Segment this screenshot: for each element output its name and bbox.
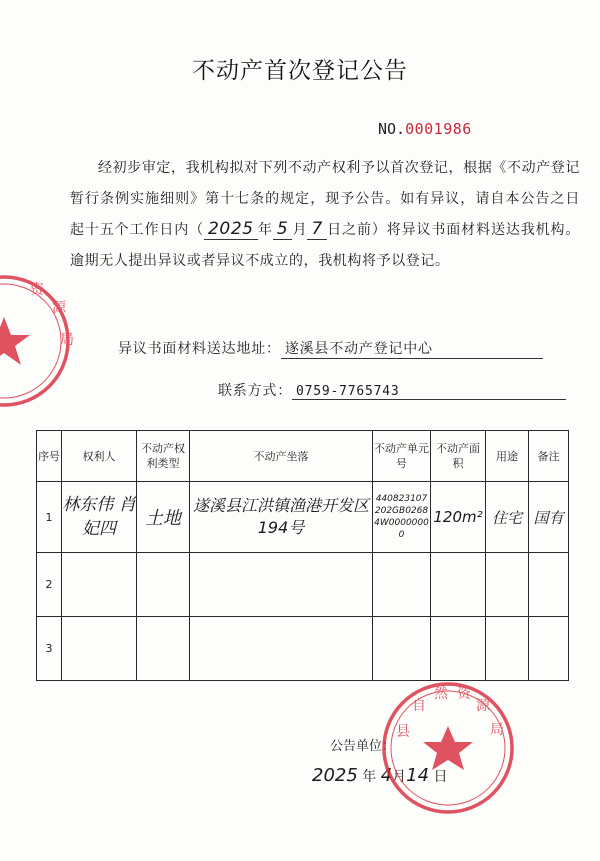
announcing-unit-label: 公告单位：: [330, 739, 396, 754]
cell-note: 国有: [529, 482, 569, 553]
header-seq: 序号: [37, 431, 62, 482]
cell-holder: [62, 553, 137, 617]
year-unit: 年: [257, 222, 273, 238]
cell-unit-no: [373, 617, 431, 681]
header-location: 不动产坐落: [190, 431, 373, 482]
cell-area: 120m²: [431, 482, 486, 553]
serial-prefix: NO.: [378, 120, 406, 138]
deadline-day: 7: [307, 219, 326, 240]
date-year: 2025: [312, 765, 358, 786]
deadline-year: 2025: [204, 219, 258, 240]
table-row: [37, 617, 569, 681]
cell-unit-no: [373, 553, 431, 617]
address-label: 异议书面材料送达地址：: [118, 341, 281, 357]
cell-seq: 3: [37, 617, 62, 681]
serial-value: 0001986: [405, 120, 472, 138]
body-text-part1: 经初步审定，我机构拟对下列不动产权利予以首次登记，根据《不动产登记暂行条例实施细则》第十七条的规定，现予公告。如有异议，请自本公告之日起十五个工作日内（: [70, 160, 580, 238]
header-unit-no: 不动产单元号: [373, 431, 431, 482]
left-seal-stamp: [0, 272, 82, 410]
svg-text:县: 县: [396, 724, 410, 740]
header-note: 备注: [529, 431, 569, 482]
header-right-type: 不动产权利类型: [137, 431, 190, 482]
cell-use: [486, 617, 529, 681]
cell-holder: 林东伟 肖妃四: [62, 482, 137, 553]
svg-text:局: 局: [490, 722, 504, 738]
header-holder: 权利人: [62, 431, 137, 482]
cell-right-type: [137, 617, 190, 681]
body-text-part2: 日之前）将异议书面材料送达我机构。逾期无人提出异议或者异议不成立的，我机构将予以登记。: [70, 222, 580, 269]
objection-address: [118, 338, 543, 359]
date-day-unit: 日: [433, 769, 448, 785]
svg-text:自: 自: [412, 698, 426, 714]
month-unit: 月: [292, 222, 308, 238]
svg-text:局: 局: [60, 332, 74, 348]
header-use: 用途: [486, 431, 529, 482]
page-title: 不动产首次登记公告: [192, 58, 408, 84]
date-month-unit: 月: [392, 769, 407, 785]
cell-note: [529, 553, 569, 617]
contact-label: 联系方式：: [218, 383, 292, 399]
date-month: 4: [380, 765, 393, 786]
cell-seq: 1: [37, 482, 62, 553]
announcement-body: [70, 153, 580, 276]
cell-location: 遂溪县江洪镇渔港开发区194号: [190, 482, 373, 553]
cell-use: 住宅: [486, 482, 529, 553]
svg-text:资: 资: [457, 686, 471, 702]
contact-info: [218, 380, 566, 400]
cell-area: [431, 617, 486, 681]
address-value: 遂溪县不动产登记中心: [281, 338, 543, 359]
cell-note: [529, 617, 569, 681]
svg-text:然: 然: [434, 686, 448, 702]
cell-use: [486, 553, 529, 617]
cell-unit-no: 440823107202GB02684W00000000: [373, 482, 431, 553]
table-row: [37, 482, 569, 553]
deadline-month: 5: [273, 219, 292, 240]
cell-right-type: [137, 553, 190, 617]
svg-text:资: 资: [30, 282, 44, 298]
cell-holder: [62, 617, 137, 681]
serial-number: [378, 120, 472, 138]
svg-text:源: 源: [476, 698, 490, 714]
cell-seq: 2: [37, 553, 62, 617]
star-icon: [0, 317, 30, 365]
date-day: 14: [406, 765, 430, 786]
registration-table: [36, 430, 569, 681]
date-year-unit: 年: [362, 769, 377, 785]
cell-location: [190, 553, 373, 617]
contact-value: 0759-7765743: [292, 384, 566, 400]
announcement-paragraph: [70, 153, 580, 276]
cell-area: [431, 553, 486, 617]
svg-text:源: 源: [52, 300, 66, 316]
star-icon: [423, 726, 473, 770]
cell-location: [190, 617, 373, 681]
table-row: [37, 553, 569, 617]
official-seal-stamp: [378, 678, 518, 818]
header-area: 不动产面积: [431, 431, 486, 482]
cell-right-type: 土地: [137, 482, 190, 553]
table-header-row: [37, 431, 569, 482]
